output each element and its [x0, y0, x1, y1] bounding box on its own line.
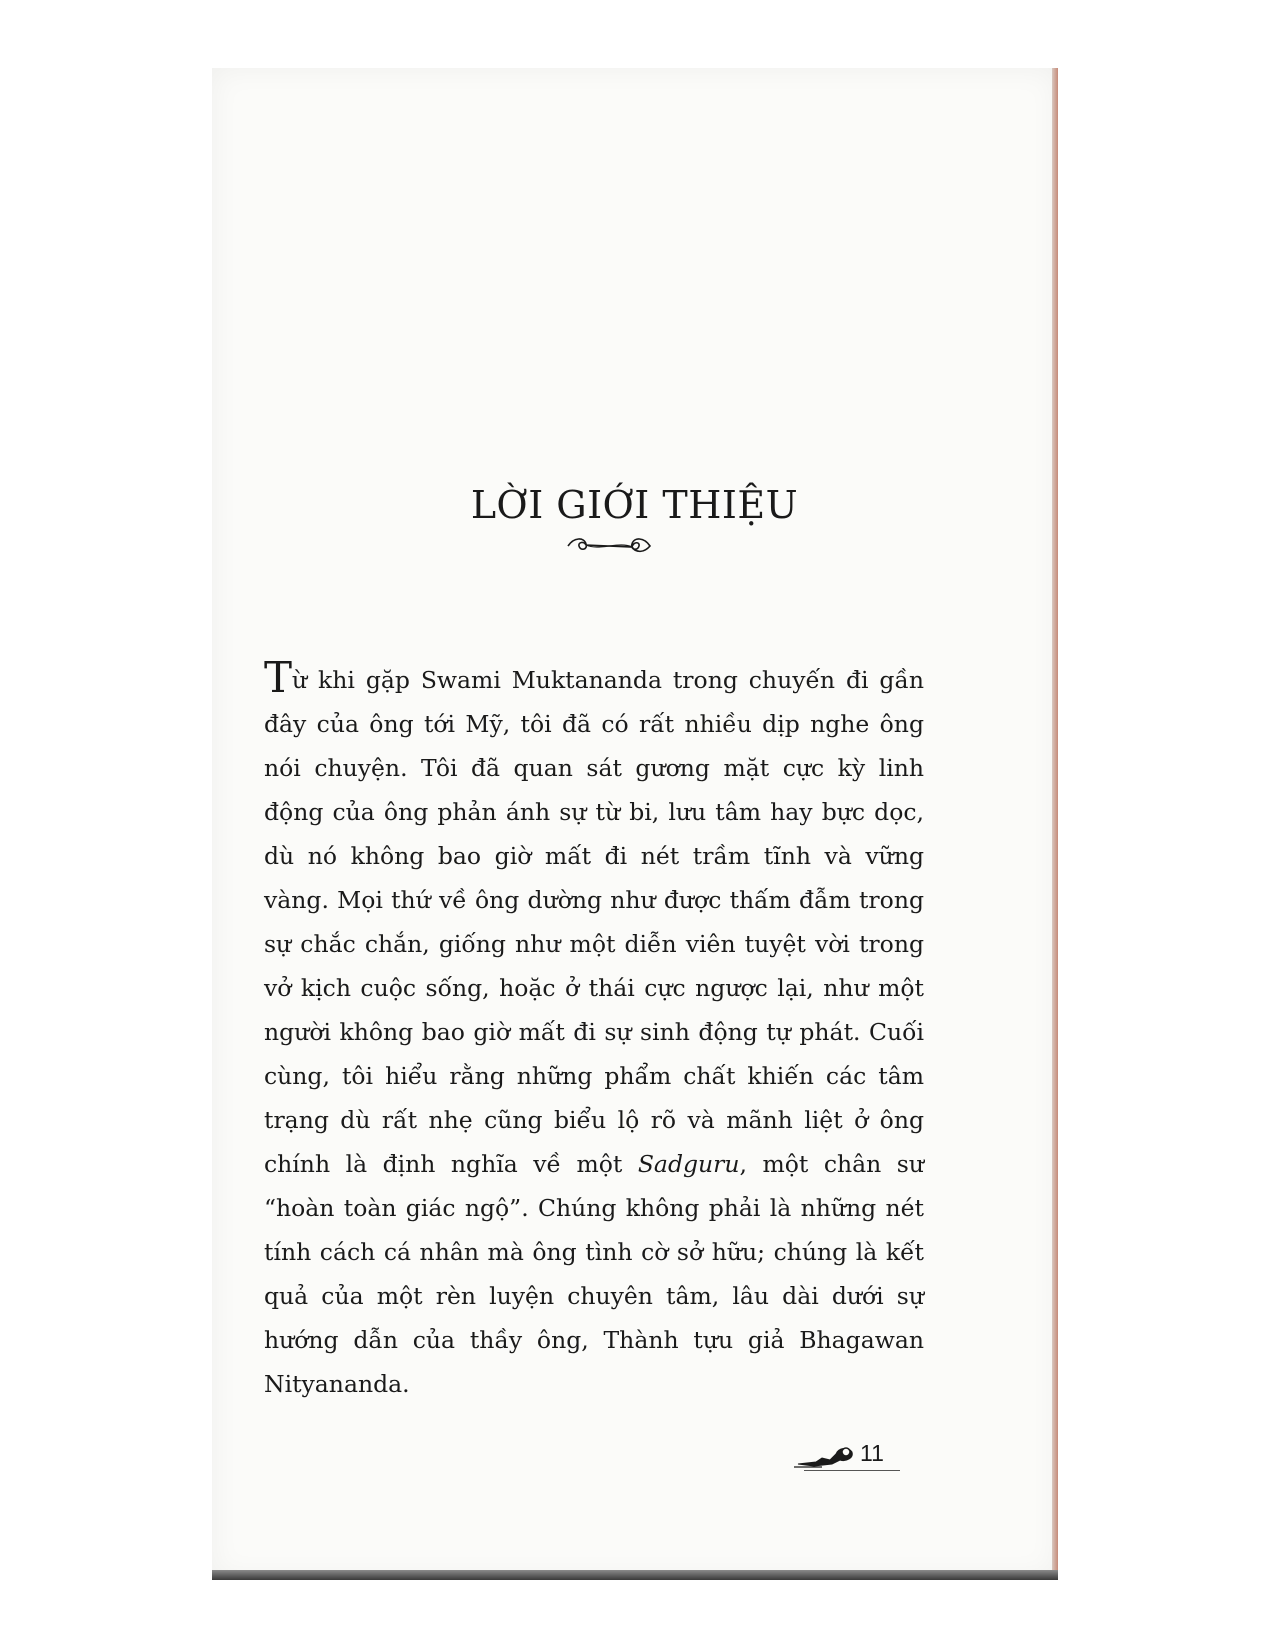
chapter-title: LỜI GIỚI THIỆU: [470, 483, 799, 528]
page-edge-bottom: [212, 1570, 1058, 1580]
scroll-flourish-icon: [564, 535, 654, 557]
footer-divider: [804, 1470, 900, 1471]
page-number: 11: [860, 1440, 884, 1466]
paragraph-text: ừ khi gặp Swami Muktananda trong chuyến đi gần đây của ông tới Mỹ, tôi đã có rất nhiều dịp nghe ông nói chuyện. Tôi đã quan sát gương mặt cực kỳ linh động của ông phản ánh sự từ bi, lưu tâm hay bực dọc, dù nó không bao giờ mất đi nét trầm tĩnh và vững vàng. Mọi thứ về ông dường như được thấm đẫm trong sự chắc chắn, giống như một diễn viên tuyệt vời trong vở kịch cuộc sống, hoặc ở thái cực ngược lại, như một người không bao giờ mất đi sự sinh động tự phát. Cuối cùng, tôi hiểu rằng những phẩm chất khiến các tâm trạng dù rất nhẹ cũng biểu lộ rõ và mãnh liệt ở ông chính là định nghĩa về một: [264, 666, 924, 1178]
paragraph-text-end: , một chân sư “hoàn toàn giác ngộ”. Chúng không phải là những nét tính cách cá nhân mà ông tình cờ sở hữu; chúng là kết quả của một rèn luyện chuyên tâm, lâu dài dưới sự hướng dẫn của thầy ông, Thành tựu giả Bhagawan Nityananda.: [264, 1150, 924, 1398]
reclining-figure-icon: [792, 1438, 862, 1470]
introduction-paragraph: [264, 653, 924, 1406]
book-page: [212, 68, 1057, 1578]
drop-cap: T: [264, 653, 293, 702]
page-footer: [792, 1438, 932, 1474]
page-edge-right: [1052, 68, 1058, 1578]
sadguru-term: Sadguru: [637, 1150, 740, 1178]
